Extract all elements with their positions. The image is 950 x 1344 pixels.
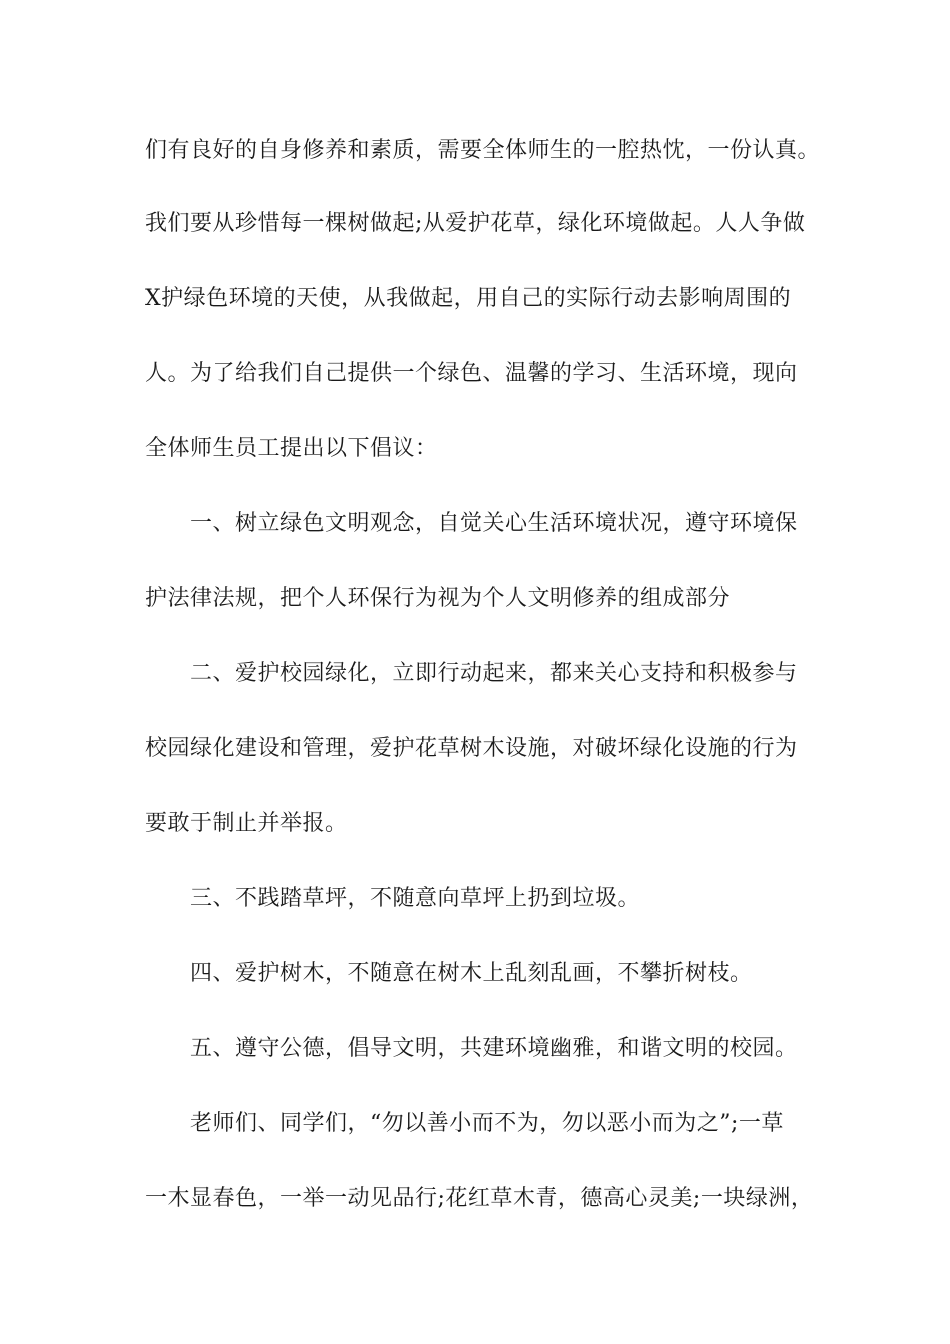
- text-line: 人。为了给我们自己提供一个绿色、温馨的学习、生活环境，现向: [145, 361, 798, 386]
- text-line: 二、爱护校园绿化，立即行动起来，都来关心支持和积极参与: [190, 661, 798, 686]
- text-line: 四、爱护树木，不随意在树木上乱刻乱画，不攀折树枝。: [190, 961, 753, 986]
- text-line: 五、遵守公德，倡导文明，共建环境幽雅，和谐文明的校园。: [190, 1036, 798, 1061]
- text-line: 校园绿化建设和管理，爱护花草树木设施，对破坏绿化设施的行为: [145, 736, 798, 761]
- text-line: 要敢于制止并举报。: [145, 811, 348, 836]
- text-line: 一、树立绿色文明观念，自觉关心生活环境状况，遵守环境保: [190, 511, 798, 536]
- text-line: 我们要从珍惜每一棵树做起;从爱护花草，绿化环境做起。人人争做: [145, 211, 806, 236]
- text-line: 们有良好的自身修养和素质，需要全体师生的一腔热忱，一份认真。: [145, 138, 821, 163]
- text-line: 全体师生员工提出以下倡议：: [145, 436, 438, 461]
- text-line: 一木显春色，一举一动见品行;花红草木青，德高心灵美;一块绿洲，: [145, 1186, 814, 1211]
- text-line: X护绿色环境的天使，从我做起，用自己的实际行动去影响周围的: [145, 286, 792, 311]
- text-line: 护法律法规，把个人环保行为视为个人文明修养的组成部分: [145, 586, 731, 611]
- text-line: 老师们、同学们，“勿以善小而不为，勿以恶小而为之”;一草: [190, 1111, 784, 1136]
- text-line: 三、不践踏草坪，不随意向草坪上扔到垃圾。: [190, 886, 641, 911]
